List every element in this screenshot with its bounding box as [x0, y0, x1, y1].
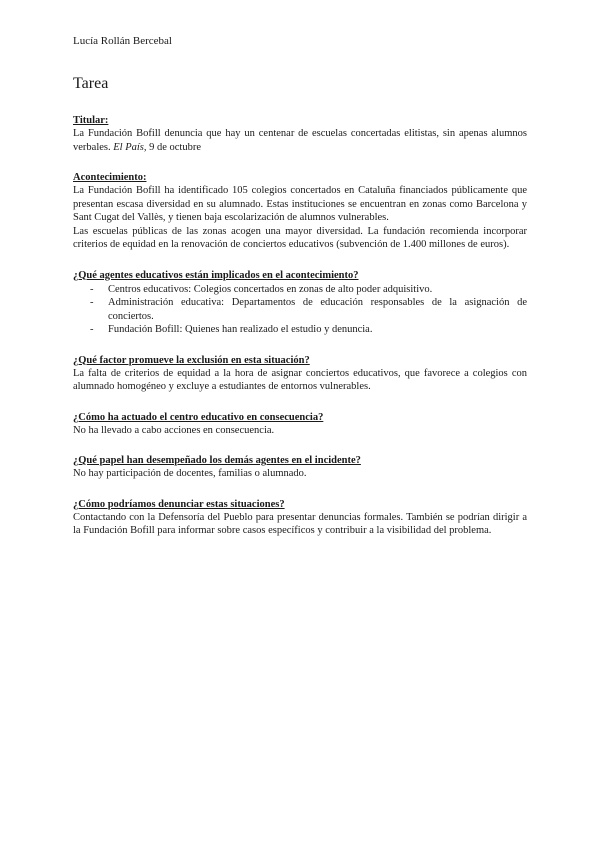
paragraph: Contactando con la Defensoría del Pueblo para presentar denuncias formales. También se podrían dirigir a la Fundación Bofill para informar sobre casos específicos y contribuir a la visibilidad del problema.	[73, 511, 527, 536]
section-titular	[73, 114, 527, 154]
headline: La Fundación Bofill denuncia que hay un centenar de escuelas concertadas elitistas, sin apenas alumnos verbales.	[73, 128, 527, 153]
section-heading: ¿Cómo ha actuado el centro educativo en consecuencia?	[73, 411, 324, 423]
list-item: - Administración educativa: Departamentos de educación responsables de la asignación de conciertos.	[108, 296, 527, 323]
section-heading: Titular:	[73, 115, 109, 126]
paragraph: No ha llevado a cabo acciones en consecuencia.	[73, 424, 275, 436]
section-factor	[73, 354, 527, 394]
section-centro	[73, 411, 527, 438]
section-papel	[73, 454, 527, 481]
source-date: 9 de octubre	[146, 141, 202, 153]
agents-list	[73, 283, 527, 337]
paragraph: No hay participación de docentes, familias o alumnado.	[73, 468, 307, 479]
section-acontecimiento	[73, 171, 527, 252]
section-heading: ¿Cómo podríamos denunciar estas situaciones?	[73, 498, 285, 510]
section-agentes	[73, 269, 527, 337]
document-title: Tarea	[73, 75, 109, 92]
section-denunciar	[73, 498, 527, 538]
source-name: El País,	[113, 141, 147, 153]
headline-text	[73, 127, 527, 154]
section-heading: ¿Qué papel han desempeñado los demás agentes en el incidente?	[73, 455, 361, 466]
list-item: - Centros educativos: Colegios concertados en zonas de alto poder adquisitivo.	[108, 283, 527, 297]
section-heading: ¿Qué agentes educativos están implicados en el acontecimiento?	[73, 269, 359, 281]
paragraph: Las escuelas públicas de las zonas acogen una mayor diversidad. La fundación recomienda incorporar criterios de equidad en la renovación de conciertos educativos (subvención de 1.400 millones de euros).	[73, 225, 527, 250]
section-heading: ¿Qué factor promueve la exclusión en esta situación?	[73, 354, 310, 366]
paragraph: La Fundación Bofill ha identificado 105 colegios concertados en Cataluña financiados públicamente que presentan escasa diversidad en su alumnado. Estas instituciones se encuentran en zonas como Barcelona y Sant Cugat del Vallès, y tienen baja escolarización de alumnos vulnerables.	[73, 185, 527, 223]
section-heading: Acontecimiento:	[73, 172, 147, 183]
author-name: Lucía Rollán Bercebal	[73, 35, 172, 47]
paragraph: La falta de criterios de equidad a la hora de asignar conciertos educativos, que favorece a colegios con alumnado homogéneo y excluye a estudiantes de entornos vulnerables.	[73, 367, 527, 392]
list-item: - Fundación Bofill: Quienes han realizado el estudio y denuncia.	[108, 323, 527, 337]
